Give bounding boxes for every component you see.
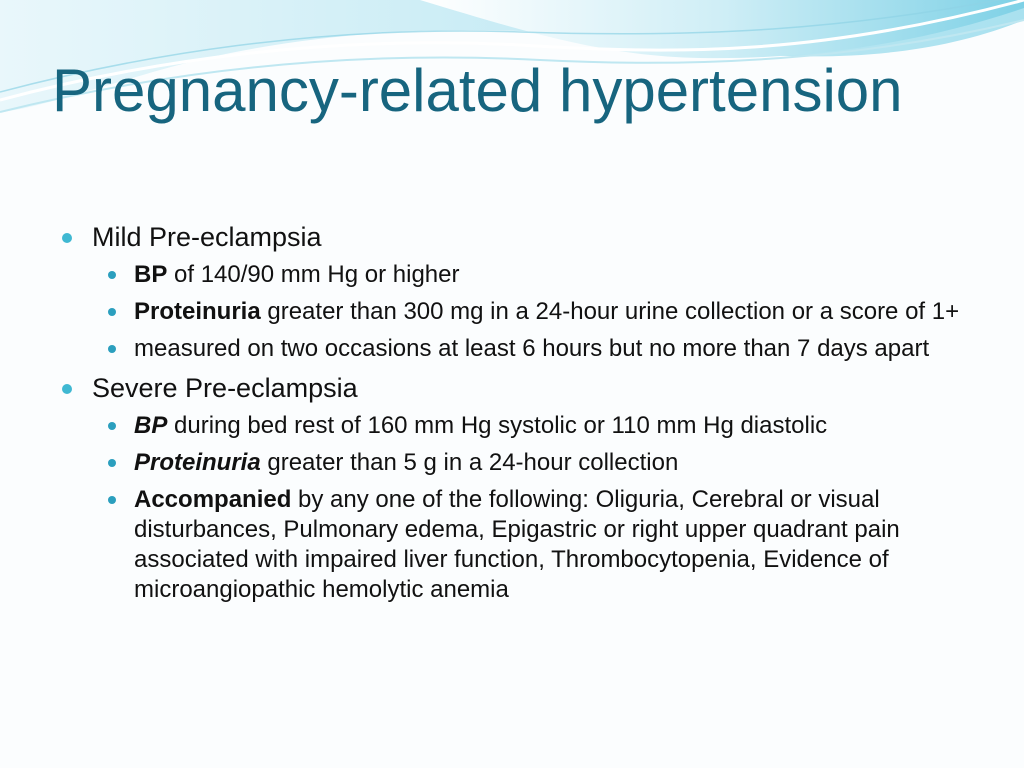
list-item bbox=[60, 448, 980, 478]
bullet-icon bbox=[108, 496, 116, 504]
item-text: greater than 5 g in a 24-hour collection bbox=[260, 449, 679, 476]
item-lead: BP bbox=[134, 412, 168, 439]
bullet-icon bbox=[108, 308, 116, 316]
item-lead: BP bbox=[134, 261, 168, 288]
section-list bbox=[60, 220, 980, 605]
item-text: by any one of the following: Oliguria, Cerebral or visual disturbances, Pulmonary edema, Epigastric or right upper quadrant pain associated with impaired liver function, Thrombocytopenia, Evidence of microangiopathic hemolytic anemia bbox=[134, 486, 900, 603]
item-text: measured on two occasions at least 6 hours but no more than 7 days apart bbox=[134, 335, 930, 362]
bullet-icon bbox=[62, 233, 72, 243]
slide-content bbox=[60, 220, 980, 612]
bullet-icon bbox=[108, 345, 116, 353]
section-heading: Severe Pre-eclampsia bbox=[92, 373, 358, 403]
section-severe bbox=[60, 371, 980, 405]
list-item bbox=[60, 411, 980, 441]
section-mild bbox=[60, 220, 980, 254]
item-lead: Proteinuria bbox=[134, 449, 261, 476]
bullet-icon bbox=[108, 271, 116, 279]
bullet-icon bbox=[108, 459, 116, 467]
section-heading: Mild Pre-eclampsia bbox=[92, 222, 322, 252]
list-item bbox=[60, 485, 980, 605]
list-item bbox=[60, 260, 980, 290]
list-item bbox=[60, 334, 980, 364]
item-text: of 140/90 mm Hg or higher bbox=[167, 261, 460, 288]
list-item bbox=[60, 297, 980, 327]
item-text: greater than 300 mg in a 24-hour urine collection or a score of 1+ bbox=[260, 298, 960, 325]
slide-title: Pregnancy-related hypertension bbox=[52, 57, 903, 124]
bullet-icon bbox=[62, 384, 72, 394]
item-lead: Accompanied bbox=[134, 486, 292, 513]
item-lead: Proteinuria bbox=[134, 298, 261, 325]
bullet-icon bbox=[108, 422, 116, 430]
item-text: during bed rest of 160 mm Hg systolic or 110 mm Hg diastolic bbox=[167, 412, 828, 439]
